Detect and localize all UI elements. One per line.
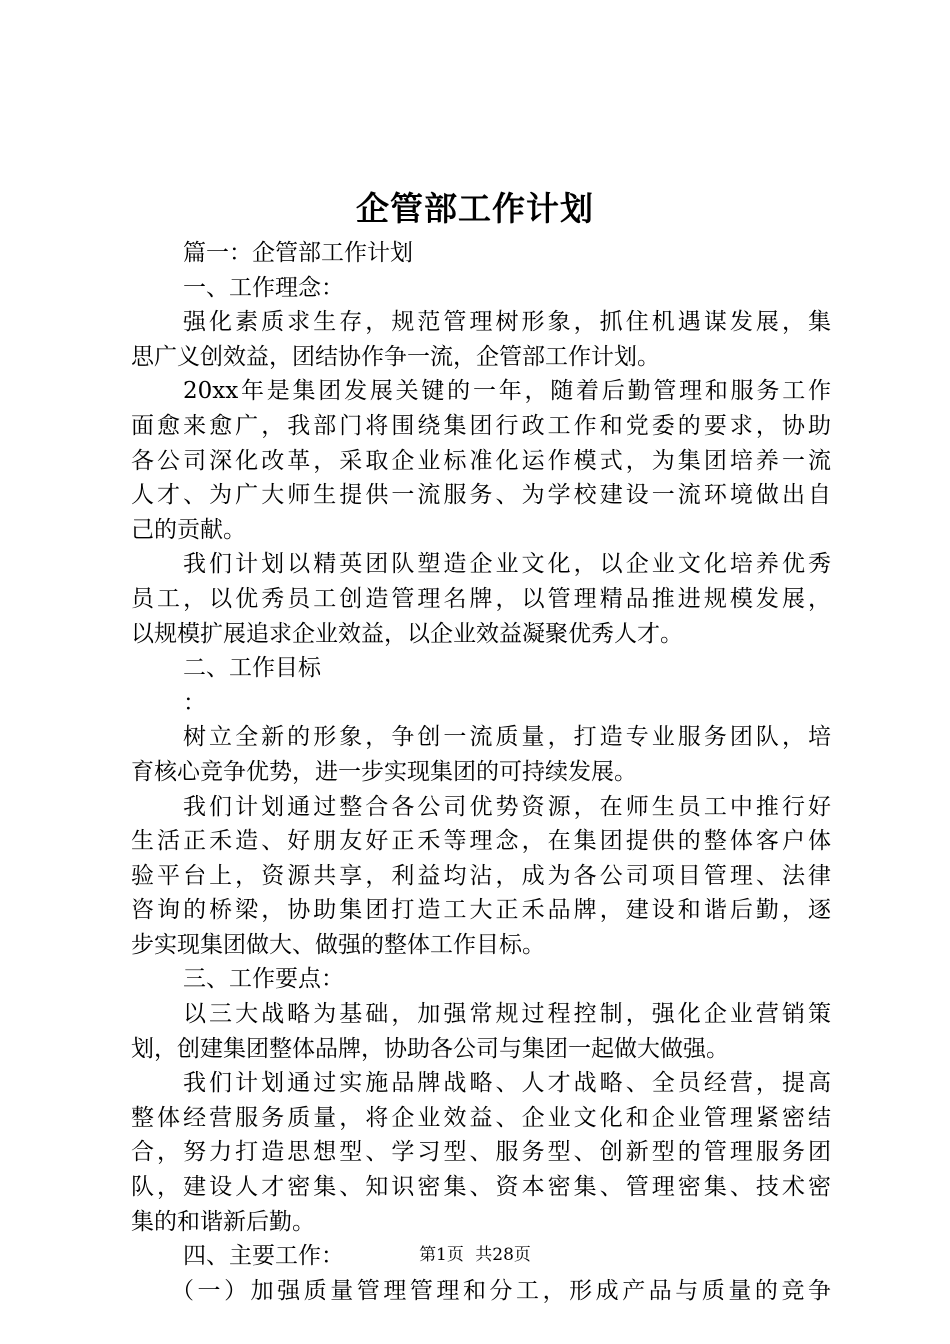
text-line: 我们计划以精英团队塑造企业文化，以企业文化培养优秀: [183, 551, 831, 578]
document-title: 企管部工作计划: [356, 189, 594, 228]
text-line: 面愈来愈广，我部门将围绕集团行政工作和党委的要求，协助: [131, 412, 831, 439]
text-line: 以三大战略为基础，加强常规过程控制，强化企业营销策: [183, 1001, 831, 1028]
document-body: [131, 236, 831, 1308]
text-line: 各公司深化改革，采取企业标准化运作模式，为集团培养一流: [131, 447, 831, 474]
text-line: 思广义创效益，团结协作争一流，企管部工作计划。: [131, 343, 660, 370]
text-line: 队，建设人才密集、知识密集、资本密集、管理密集、技术密: [131, 1174, 831, 1201]
text-line: 树立全新的形象，争创一流质量，打造专业服务团队，培: [183, 724, 831, 751]
text-line: 整体经营服务质量，将企业效益、企业文化和企业管理紧密结: [131, 1104, 831, 1131]
text-line: ：: [183, 689, 206, 716]
text-line: 验平台上，资源共享，利益均沾，成为各公司项目管理、法律: [131, 862, 831, 889]
text-line: 咨询的桥梁，协助集团打造工大正禾品牌，建设和谐后勤，逐: [131, 897, 831, 924]
text-line: 篇一：企管部工作计划: [183, 240, 413, 266]
page-footer: [0, 1240, 950, 1265]
text-line: 己的贡献。: [131, 516, 246, 543]
text-line: 我们计划通过实施品牌战略、人才战略、全员经营，提高: [183, 1070, 831, 1097]
text-line: 四、主要工作：: [183, 1243, 344, 1270]
text-line: 步实现集团做大、做强的整体工作目标。: [131, 931, 545, 958]
text-line: 划，创建集团整体品牌，协助各公司与集团一起做大做强。: [131, 1035, 729, 1062]
text-line: 集的和谐新后勤。: [131, 1208, 315, 1235]
text-line: 一、工作理念：: [183, 274, 344, 301]
text-line: （一）加强质量管理管理和分工，形成产品与质量的竞争: [171, 1277, 831, 1304]
text-line: 20xx年是集团发展关键的一年，随着后勤管理和服务工作: [183, 378, 831, 405]
text-line: 员工，以优秀员工创造管理名牌，以管理精品推进规模发展，: [131, 585, 831, 612]
text-line: 生活正禾造、好朋友好正禾等理念，在集团提供的整体客户体: [131, 828, 831, 855]
text-line: 育核心竞争优势，进一步实现集团的可持续发展。: [131, 758, 637, 785]
page-number: 第1页: [419, 1245, 464, 1265]
text-line: 强化素质求生存，规范管理树形象，抓住机遇谋发展，集: [183, 309, 831, 336]
total-pages: 共28页: [475, 1245, 531, 1265]
text-line: 我们计划通过整合各公司优势资源，在师生员工中推行好: [183, 793, 831, 820]
text-line: 三、工作要点：: [183, 966, 344, 993]
text-line: 以规模扩展追求企业效益，以企业效益凝聚优秀人才。: [131, 620, 683, 647]
text-line: 二、工作目标: [183, 655, 321, 682]
text-line: 人才、为广大师生提供一流服务、为学校建设一流环境做出自: [131, 482, 831, 509]
text-line: 合，努力打造思想型、学习型、服务型、创新型的管理服务团: [131, 1139, 831, 1166]
